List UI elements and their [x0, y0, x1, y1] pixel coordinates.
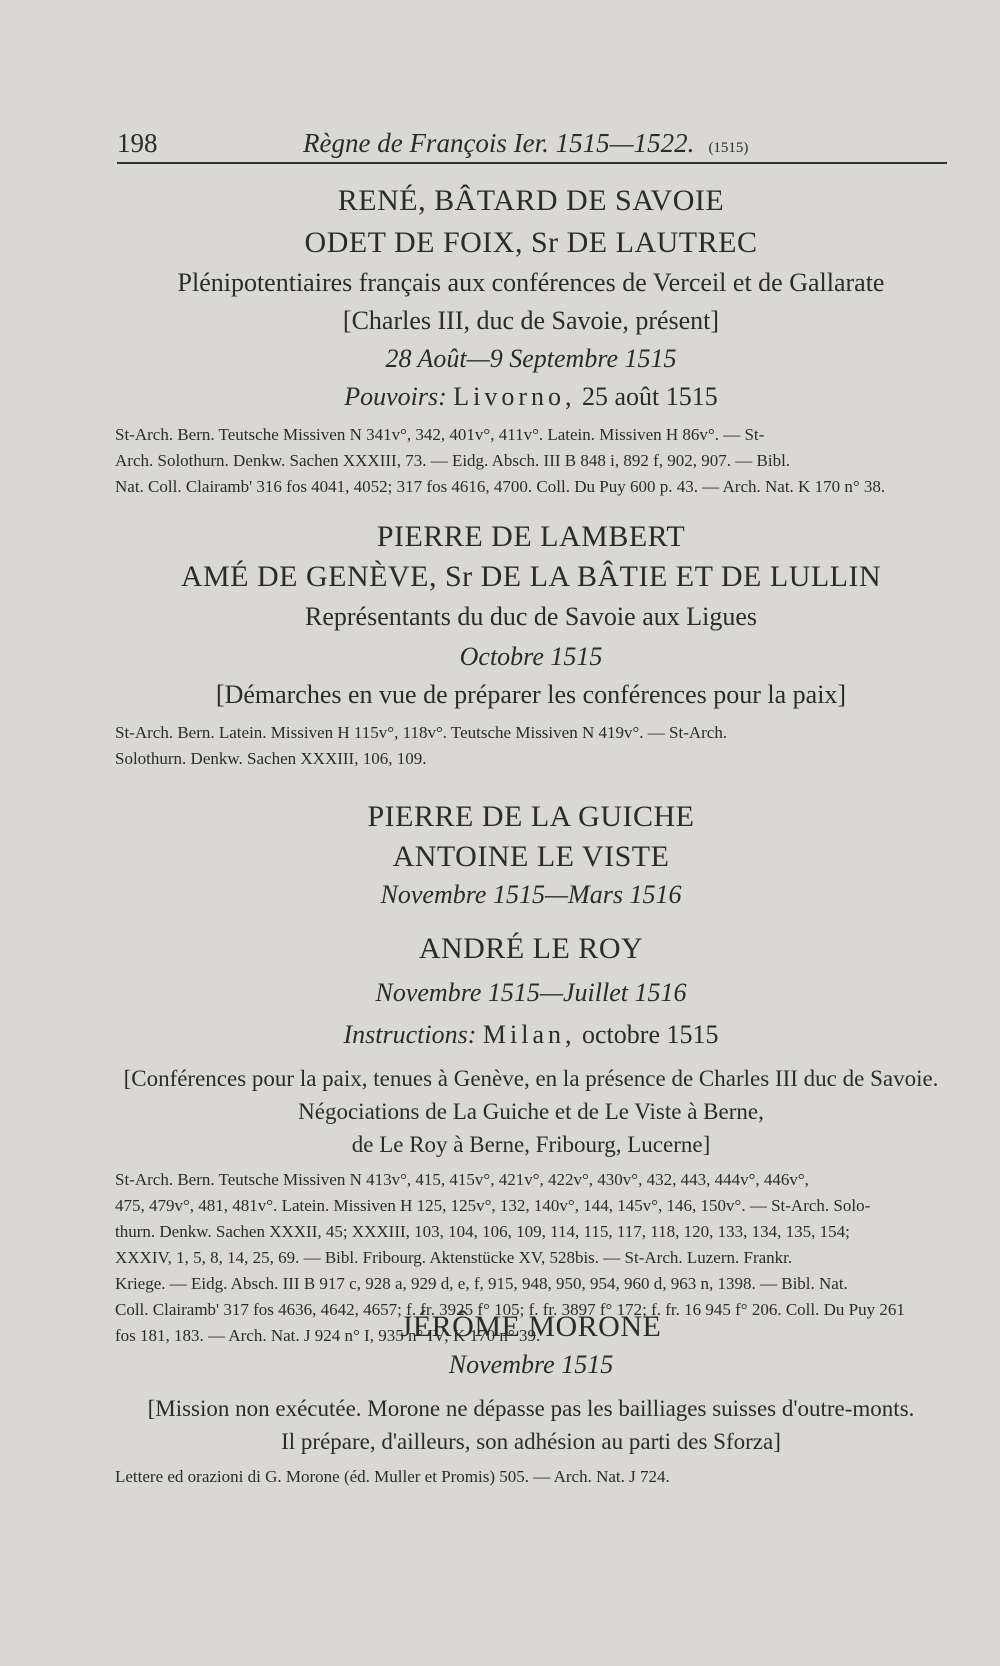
ref-line: Kriege. — Eidg. Absch. III B 917 c, 928 a, 929 d, e, f, 915, 948, 950, 954, 960 d, 963 n, 1398. — Bibl. Nat.: [115, 1274, 848, 1293]
note-paragraph: [115, 1392, 947, 1458]
date-line-1: Novembre 1515—Mars 1516: [380, 880, 682, 909]
page-number: 198: [117, 128, 158, 158]
section-guiche-viste-roy: [115, 800, 947, 1349]
date-line-2: Novembre 1515—Juillet 1516: [375, 978, 687, 1007]
note-line: [Démarches en vue de préparer les conférences pour la paix]: [215, 680, 847, 709]
ref-line: Nat. Coll. Clairamb' 316 fos 4041, 4052; 317 fos 4616, 4700. Coll. Du Puy 600 p. 43. — Arch. Nat. K 170 n° 38.: [115, 477, 886, 496]
instructions-label: Instructions:: [343, 1020, 477, 1049]
note-line: [Charles III, duc de Savoie, présent]: [342, 306, 720, 335]
ref-line: XXXIV, 1, 5, 8, 14, 25, 69. — Bibl. Fribourg. Aktenstücke XV, 528bis. — St-Arch. Luzern. Frankr.: [115, 1248, 793, 1267]
heading-name-2: ODET DE FOIX, Sr DE LAUTREC: [304, 226, 758, 259]
ref-line: Coll. Clairamb' 317 fos 4636, 4642, 4657; f. fr. 3925 f° 105; f. fr. 3897 f° 172; f. fr. 16 945 f° 206. Coll. Du Puy 261: [115, 1300, 905, 1319]
instructions-place: Milan,: [482, 1020, 576, 1049]
powers-line: [115, 382, 947, 418]
reference-line: Lettere ed orazioni di G. Morone (éd. Muller et Promis) 505. — Arch. Nat. J 724.: [115, 1467, 670, 1486]
ref-line: St-Arch. Bern. Latein. Missiven H 115v°, 118v°. Teutsche Missiven N 419v°. — St-Arch.: [115, 723, 728, 742]
date-line: Octobre 1515: [459, 642, 603, 671]
instructions-date: octobre 1515: [582, 1020, 719, 1049]
page-header: [117, 124, 947, 164]
date-line: 28 Août—9 Septembre 1515: [385, 344, 677, 373]
heading-name-2: ANTOINE LE VISTE: [392, 840, 670, 873]
heading-name-1: PIERRE DE LA GUICHE: [367, 800, 695, 833]
section-savoie-lautrec: [115, 184, 947, 500]
note-line: Négociations de La Guiche et de Le Viste à Berne,: [298, 1099, 764, 1124]
references: [115, 720, 947, 772]
role-line: Représentants du duc de Savoie aux Ligues: [305, 602, 757, 631]
running-title: Règne de François Ier. 1515—1522. (1515): [303, 128, 749, 158]
ref-line: thurn. Denkw. Sachen XXXII, 45; XXXIII, 103, 104, 106, 109, 114, 115, 117, 118, 120, 133, 134, 135, 154;: [115, 1222, 850, 1241]
ref-line: Solothurn. Denkw. Sachen XXXIII, 106, 109.: [115, 749, 427, 768]
note-line: Il prépare, d'ailleurs, son adhésion au parti des Sforza]: [281, 1429, 781, 1454]
ref-line: St-Arch. Bern. Teutsche Missiven N 341v°, 342, 401v°, 411v°. Latein. Missiven H 86v°. — St-: [115, 425, 765, 444]
instructions-line: [115, 1020, 947, 1062]
ref-line: fos 181, 183. — Arch. Nat. J 924 n° I, 935 n° IV; K 170 n° 39.: [115, 1326, 541, 1345]
running-year: (1515): [708, 140, 749, 156]
role-line: Plénipotentiaires français aux conférences de Verceil et de Gallarate: [177, 268, 885, 297]
note-line: de Le Roy à Berne, Fribourg, Lucerne]: [351, 1132, 711, 1157]
note-line: [Mission non exécutée. Morone ne dépasse pas les bailliages suisses d'outre-monts.: [147, 1396, 915, 1421]
ref-line: St-Arch. Bern. Teutsche Missiven N 413v°, 415, 415v°, 421v°, 422v°, 430v°, 432, 443, 444v°, 446v°,: [115, 1170, 809, 1189]
powers-place: Livorno,: [453, 382, 576, 411]
date-line: Novembre 1515: [448, 1350, 614, 1379]
heading-name-3: ANDRÉ LE ROY: [418, 932, 644, 965]
note-line: [Conférences pour la paix, tenues à Genève, en la présence de Charles III duc de Savoie.: [123, 1066, 939, 1091]
ref-line: Arch. Solothurn. Denkw. Sachen XXXIII, 73. — Eidg. Absch. III B 848 i, 892 f, 902, 907. — Bibl.: [115, 451, 791, 470]
heading-name-1: PIERRE DE LAMBERT: [376, 520, 686, 553]
section-morone: [115, 1310, 947, 1490]
section-lambert-geneve: [115, 520, 947, 772]
references: [115, 422, 947, 500]
powers-date: 25 août 1515: [582, 382, 718, 411]
heading-name-2: AMÉ DE GENÈVE, Sr DE LA BÂTIE ET DE LULLIN: [180, 560, 882, 593]
heading-name-1: RENÉ, BÂTARD DE SAVOIE: [337, 184, 725, 217]
ref-line: 475, 479v°, 481, 481v°. Latein. Missiven H 125, 125v°, 132, 140v°, 144, 145v°, 146, 150v°. — St-Arch. Solo-: [115, 1196, 871, 1215]
powers-label: Pouvoirs:: [344, 382, 447, 411]
note-paragraph: [115, 1062, 947, 1161]
heading-name: JÉRÔME MORONE: [400, 1310, 662, 1343]
